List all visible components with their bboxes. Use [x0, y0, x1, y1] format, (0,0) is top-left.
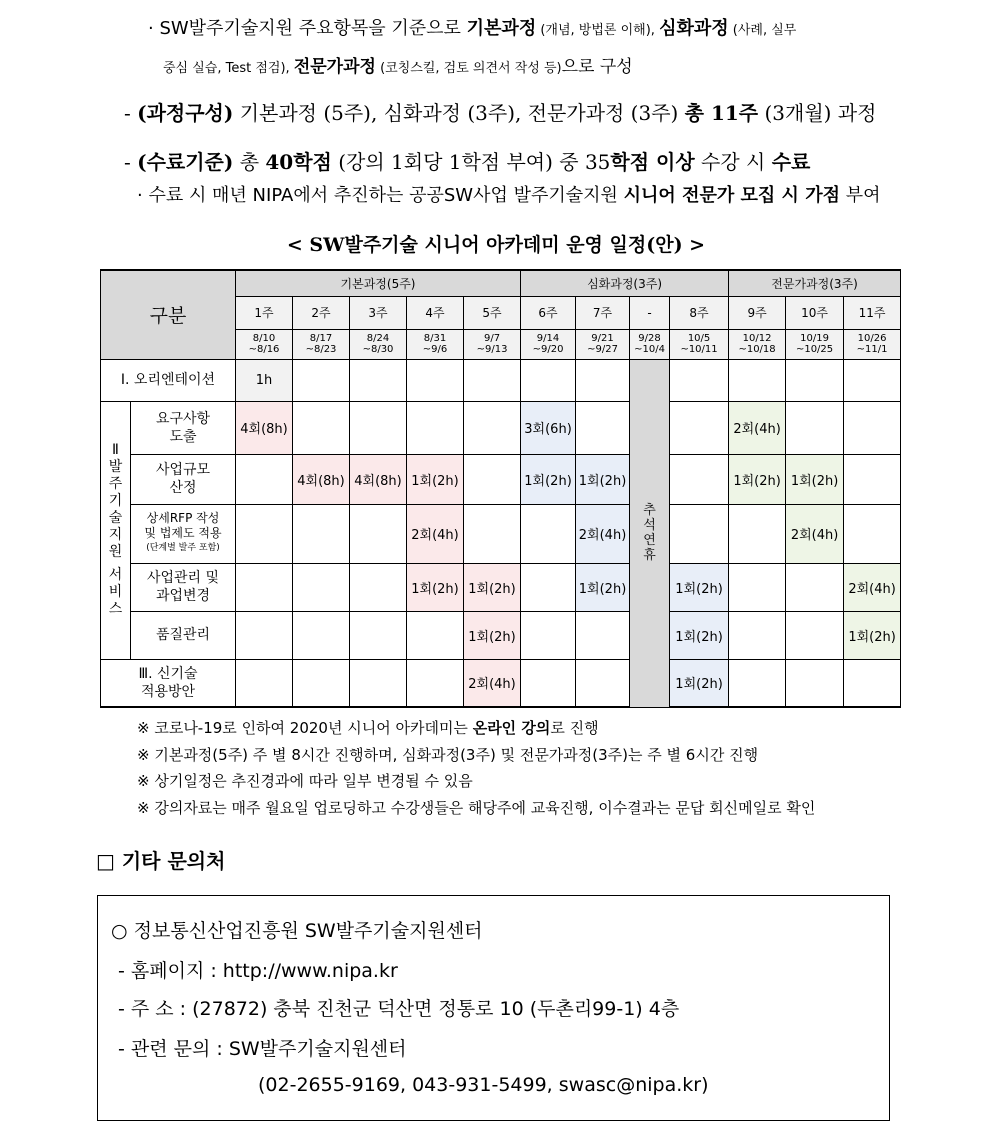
- header-group-advanced: 심화과정(3주): [521, 270, 729, 296]
- week-header: 1주: [236, 296, 293, 329]
- cell-mgmt-w11: 2회(4h): [844, 563, 901, 611]
- cell-scale-w10: 1회(2h): [786, 454, 844, 504]
- date-range: 8/24 ~8/30: [350, 329, 407, 359]
- row-label-requirements: 요구사항 도출: [131, 401, 236, 454]
- date-range: 9/21 ~9/27: [576, 329, 630, 359]
- cell-requirements-w1: 4회(8h): [236, 401, 293, 454]
- date-range: 10/5 ~10/11: [670, 329, 729, 359]
- week-header: 4주: [407, 296, 464, 329]
- header-group-expert: 전문가과정(3주): [729, 270, 901, 296]
- cell-newtech-w5: 2회(4h): [464, 659, 521, 707]
- row-label-new-tech: Ⅲ. 신기술 적용방안: [101, 659, 236, 707]
- row-label-quality: 품질관리: [131, 611, 236, 659]
- section-title-contact: □ 기타 문의처: [96, 849, 226, 873]
- cell-mgmt-w5: 1회(2h): [464, 563, 521, 611]
- date-range: 8/31 ~9/6: [407, 329, 464, 359]
- row-label-orientation: Ⅰ. 오리엔테이션: [101, 359, 236, 401]
- note-item: ※ 기본과정(5주) 주 별 8시간 진행하며, 심화과정(3주) 및 전문가과정(3주)는 주 별 6시간 진행: [137, 745, 759, 764]
- cell-scale-w3: 4회(8h): [350, 454, 407, 504]
- date-range: 8/17 ~8/23: [293, 329, 350, 359]
- cell-mgmt-w4: 1회(2h): [407, 563, 464, 611]
- week-header: 8주: [670, 296, 729, 329]
- cell-requirements-w6: 3회(6h): [521, 401, 576, 454]
- date-range: 9/14 ~9/20: [521, 329, 576, 359]
- note-item: ※ 상기일정은 추진경과에 따라 일부 변경될 수 있음: [137, 772, 473, 790]
- date-range: 8/10 ~8/16: [236, 329, 293, 359]
- contact-org: ○ 정보통신산업진흥원 SW발주기술지원센터: [111, 920, 483, 942]
- header-group-basic: 기본과정(5주): [236, 270, 521, 296]
- note-item: ※ 강의자료는 매주 월요일 업로딩하고 수강생들은 해당주에 교육진행, 이수결과는 문답 회신메일로 확인: [137, 798, 816, 817]
- week-header: 9주: [729, 296, 786, 329]
- cell-scale-w4: 1회(2h): [407, 454, 464, 504]
- cell-scale-w9: 1회(2h): [729, 454, 786, 504]
- header-gubun: 구분: [101, 270, 236, 359]
- contact-homepage: - 홈페이지 : http://www.nipa.kr: [118, 960, 398, 982]
- chuseok-holiday: 추 석 연 휴: [630, 359, 670, 707]
- week-header: 3주: [350, 296, 407, 329]
- week-header: 2주: [293, 296, 350, 329]
- week-header: 10주: [786, 296, 844, 329]
- cell-mgmt-w7: 1회(2h): [576, 563, 630, 611]
- contact-phones: (02-2655-9169, 043-931-5499, swasc@nipa.kr): [258, 1074, 709, 1096]
- cell-rfp-w7: 2회(4h): [576, 504, 630, 563]
- row-label-rfp: 상세RFP 작성 및 법제도 적용 (단계별 발주 포함): [131, 504, 236, 563]
- week-header: -: [630, 296, 670, 329]
- note-item: ※ 코로나-19로 인하여 2020년 시니어 아카데미는 온라인 강의로 진행: [137, 719, 599, 737]
- cell-rfp-w4: 2회(4h): [407, 504, 464, 563]
- date-range: 10/19 ~10/25: [786, 329, 844, 359]
- cell-requirements-w9: 2회(4h): [729, 401, 786, 454]
- week-header: 11주: [844, 296, 901, 329]
- schedule-table: [100, 269, 901, 708]
- contact-box: [97, 895, 890, 1121]
- cell-quality-w11: 1회(2h): [844, 611, 901, 659]
- schedule-caption: < SW발주기술 시니어 아카데미 운영 일정(안) >: [286, 234, 706, 256]
- date-range: 10/12 ~10/18: [729, 329, 786, 359]
- contact-inquiry: - 관련 문의 : SW발주기술지원센터: [118, 1038, 407, 1060]
- date-range: 9/7 ~9/13: [464, 329, 521, 359]
- date-range: 9/28 ~10/4: [630, 329, 670, 359]
- notes: [137, 715, 815, 821]
- cell-quality-w8: 1회(2h): [670, 611, 729, 659]
- completion-criteria-line: - (수료기준) 총 40학점 (강의 1회당 1학점 부여) 중 35학점 이상 수강 시 수료: [124, 150, 811, 174]
- intro-line-1: · SW발주기술지원 주요항목을 기준으로 기본과정 (개념, 방법론 이해), 심화과정 (사례, 실무: [148, 18, 797, 39]
- row-label-scale: 사업규모 산정: [131, 454, 236, 504]
- week-header: 6주: [521, 296, 576, 329]
- row-group-service: Ⅱ 발 주 기 술 지 원 서 비 스: [101, 401, 131, 659]
- cell-rfp-w10: 2회(4h): [786, 504, 844, 563]
- cell-scale-w2: 4회(8h): [293, 454, 350, 504]
- row-label-project-mgmt: 사업관리 및 과업변경: [131, 563, 236, 611]
- date-range: 10/26 ~11/1: [844, 329, 901, 359]
- week-header: 7주: [576, 296, 630, 329]
- cell-newtech-w8: 1회(2h): [670, 659, 729, 707]
- cell-mgmt-w8: 1회(2h): [670, 563, 729, 611]
- cell-scale-w6: 1회(2h): [521, 454, 576, 504]
- completion-benefit-line: · 수료 시 매년 NIPA에서 추진하는 공공SW사업 발주기술지원 시니어 전문가 모집 시 가점 부여: [137, 185, 881, 206]
- intro-line-2: 중심 실습, Test 점검), 전문가과정 (코칭스킬, 검토 의견서 작성 등)으로 구성: [163, 57, 633, 77]
- cell-quality-w5: 1회(2h): [464, 611, 521, 659]
- contact-address: - 주 소 : (27872) 충북 진천군 덕산면 정통로 10 (두촌리99-1) 4층: [118, 998, 680, 1020]
- cell-orientation-w1: 1h: [236, 359, 293, 401]
- week-header: 5주: [464, 296, 521, 329]
- cell-scale-w7: 1회(2h): [576, 454, 630, 504]
- course-composition-line: - (과정구성) 기본과정 (5주), 심화과정 (3주), 전문가과정 (3주) 총 11주 (3개월) 과정: [124, 101, 877, 125]
